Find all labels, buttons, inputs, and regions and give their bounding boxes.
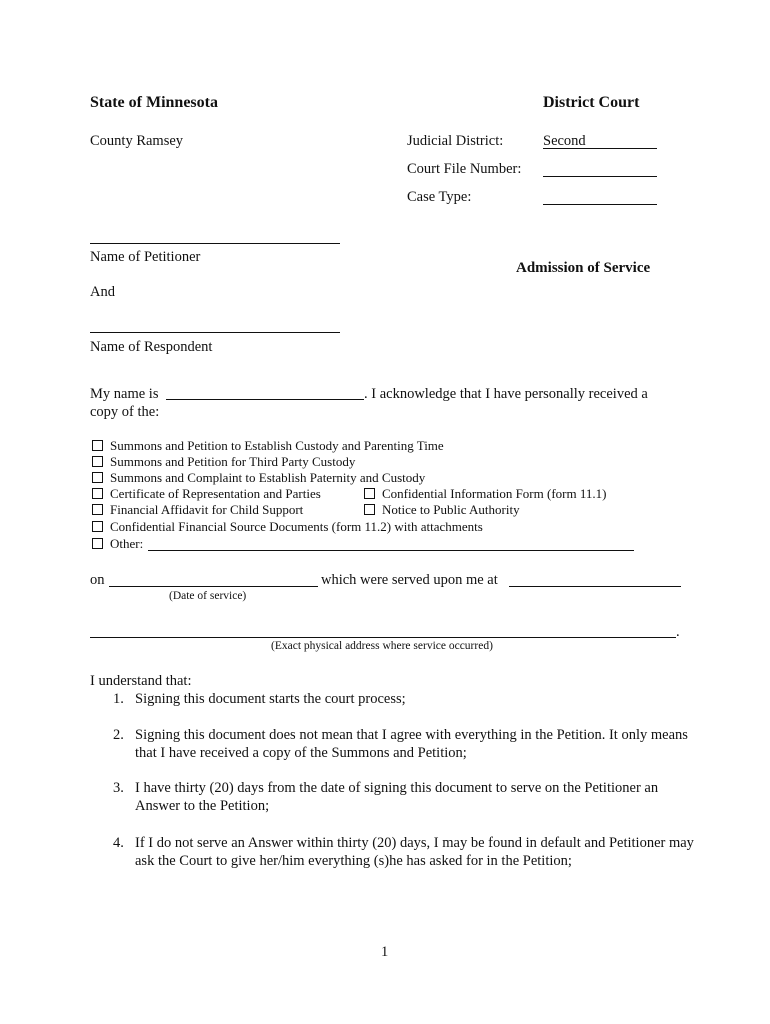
checkbox-financial-source-documents[interactable]: [92, 521, 103, 532]
checkbox-custody-parenting[interactable]: [92, 440, 103, 451]
list-item-text: If I do not serve an Answer within thirty (20) days, I may be found in default and Petitioner may ask the Court to give her/him everything (s)he has asked for in the Petition;: [135, 835, 694, 869]
respondent-name-field[interactable]: [90, 332, 340, 333]
list-item-number: 4.: [113, 835, 124, 851]
doc-label: Confidential Financial Source Documents (form 11.2) with attachments: [110, 519, 483, 534]
case-type-label: Case Type:: [407, 189, 472, 205]
understand-heading: I understand that:: [90, 673, 192, 689]
checkbox-financial-affidavit[interactable]: [92, 504, 103, 515]
checkbox-other[interactable]: [92, 538, 103, 549]
on-text: on: [90, 572, 105, 588]
county-text: County Ramsey: [90, 133, 184, 149]
checkbox-third-party-custody[interactable]: [92, 456, 103, 467]
list-item-number: 3.: [113, 780, 124, 796]
court-heading: District Court: [543, 94, 640, 111]
petitioner-name-field[interactable]: [90, 243, 340, 244]
address-caption: (Exact physical address where service occurred): [271, 640, 493, 652]
checkbox-paternity-custody[interactable]: [92, 472, 103, 483]
doc-label: Summons and Petition to Establish Custody and Parenting Time: [110, 438, 444, 453]
judicial-district-line: [543, 148, 657, 149]
my-name-is-text: My name is: [90, 386, 159, 402]
doc-label: Confidential Information Form (form 11.1): [382, 486, 607, 501]
court-file-number-label: Court File Number:: [407, 161, 522, 177]
my-name-field[interactable]: [166, 399, 364, 400]
doc-label: Summons and Complaint to Establish Paternity and Custody: [110, 470, 426, 485]
doc-label-other: Other:: [110, 536, 144, 551]
doc-label: Notice to Public Authority: [382, 502, 520, 517]
list-item-number: 2.: [113, 727, 124, 743]
state-heading: State of Minnesota: [90, 94, 218, 111]
other-field[interactable]: [148, 550, 634, 551]
and-text: And: [90, 284, 115, 300]
served-location-field[interactable]: [509, 586, 681, 587]
copy-of-text: copy of the:: [90, 404, 160, 420]
list-item-text: Signing this document starts the court process;: [135, 691, 406, 707]
petitioner-label: Name of Petitioner: [90, 249, 201, 265]
date-of-service-field[interactable]: [109, 586, 318, 587]
doc-label: Financial Affidavit for Child Support: [110, 502, 304, 517]
list-item-text: Signing this document does not mean that I agree with everything in the Petition. It only means that I have received a copy of the Summons and Petition;: [135, 727, 688, 761]
doc-label: Certificate of Representation and Parties: [110, 486, 321, 501]
judicial-district-value[interactable]: Second: [543, 133, 586, 149]
address-period: .: [676, 624, 680, 640]
judicial-district-label: Judicial District:: [407, 133, 504, 149]
acknowledge-text: . I acknowledge that I have personally received a: [364, 386, 648, 402]
list-item-number: 1.: [113, 691, 124, 707]
served-upon-text: which were served upon me at: [321, 572, 498, 588]
case-type-field[interactable]: [543, 204, 657, 205]
court-file-number-field[interactable]: [543, 176, 657, 177]
checkbox-certificate-representation[interactable]: [92, 488, 103, 499]
checkbox-notice-public-authority[interactable]: [364, 504, 375, 515]
document-title: Admission of Service: [516, 260, 651, 276]
physical-address-field[interactable]: [90, 637, 676, 638]
date-of-service-caption: (Date of service): [169, 590, 247, 602]
respondent-label: Name of Respondent: [90, 339, 213, 355]
doc-label: Summons and Petition for Third Party Custody: [110, 454, 356, 469]
checkbox-confidential-information-form[interactable]: [364, 488, 375, 499]
page-number: 1: [381, 944, 389, 960]
list-item-text: I have thirty (20) days from the date of signing this document to serve on the Petitioner an Answer to the Petition;: [135, 780, 659, 814]
